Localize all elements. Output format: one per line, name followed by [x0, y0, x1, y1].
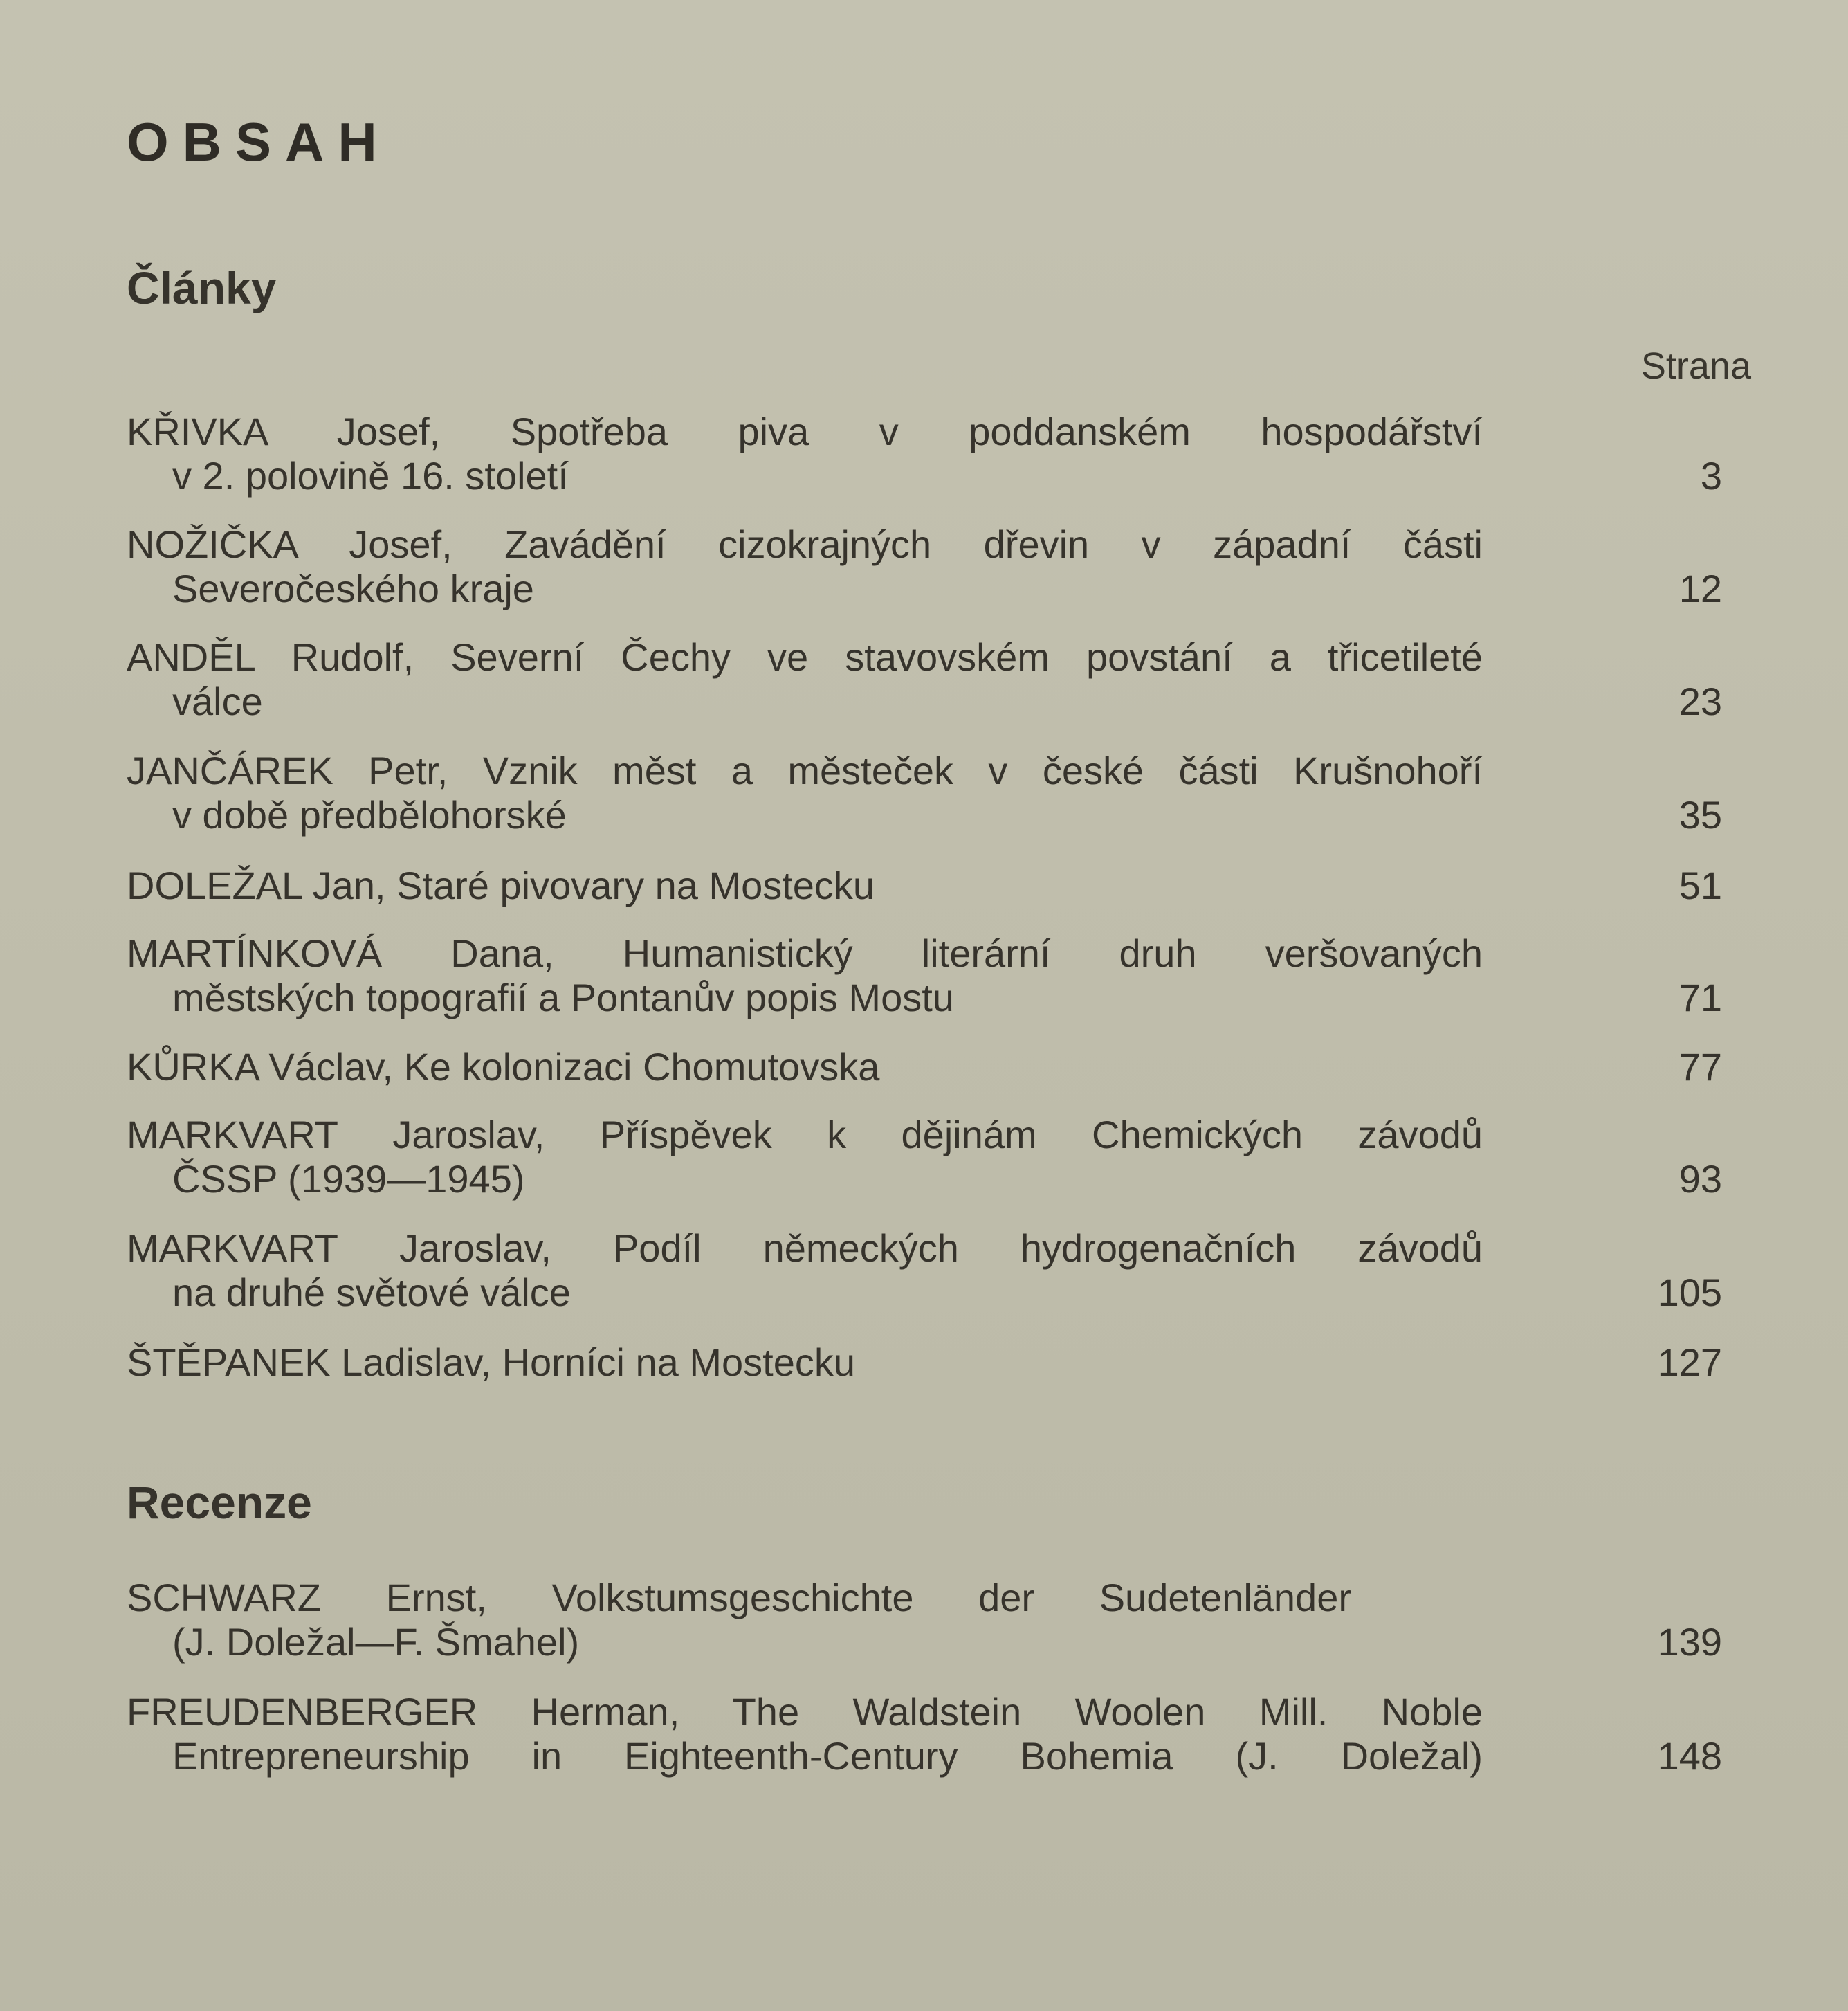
entry-title-line1: DOLEŽAL Jan, Staré pivovary na Mostecku — [127, 864, 875, 907]
entry-page-number: 23 — [1678, 680, 1722, 723]
toc-entry — [127, 864, 1766, 912]
entry-page-number: 93 — [1678, 1157, 1722, 1201]
entry-title-line1: JANČÁREK Petr, Vznik měst a městeček v české části Krušnohoří — [127, 749, 1483, 792]
entry-title-line1: MARKVART Jaroslav, Příspěvek k dějinám Chemických závodů — [127, 1113, 1483, 1156]
toc-entry — [127, 1340, 1766, 1389]
toc-entry — [127, 522, 1766, 619]
page-column-label: Strana — [1640, 345, 1751, 387]
entry-title-line1: KŮRKA Václav, Ke kolonizaci Chomutovska — [127, 1045, 880, 1089]
entry-title-line2: Entrepreneurship in Eighteenth-Century Bohemia (J. Doležal) — [172, 1734, 1483, 1778]
entry-title-line1: MARKVART Jaroslav, Podíl německých hydrogenačních závodů — [127, 1226, 1483, 1270]
toc-entry — [127, 931, 1766, 1028]
entry-title-line2: válce — [172, 680, 263, 723]
toc-entry — [127, 1690, 1766, 1787]
entry-title-line1: ANDĚL Rudolf, Severní Čechy ve stavovském povstání a třicetileté — [127, 635, 1483, 679]
toc-entry — [127, 635, 1766, 732]
entry-page-number: 35 — [1678, 793, 1722, 837]
toc-entry — [127, 410, 1766, 507]
toc-entry — [127, 1226, 1766, 1323]
entry-page-number: 105 — [1657, 1271, 1722, 1314]
entry-page-number: 148 — [1657, 1734, 1722, 1778]
toc-entry — [127, 1576, 1766, 1673]
reviews-section-title: Recenze — [127, 1477, 312, 1528]
articles-section-title: Články — [127, 262, 277, 313]
entry-title-line1: NOŽIČKA Josef, Zavádění cizokrajných dřevin v západní části — [127, 522, 1483, 566]
entry-page-number: 127 — [1657, 1340, 1722, 1384]
toc-entry — [127, 749, 1766, 846]
entry-title-line1: ŠTĚPANEK Ladislav, Horníci na Mostecku — [127, 1340, 856, 1384]
entry-title-line2: (J. Doležal—F. Šmahel) — [172, 1620, 580, 1664]
entry-title-line2: na druhé světové válce — [172, 1271, 571, 1314]
entry-title-line2: v době předbělohorské — [172, 793, 567, 837]
entry-title-line2: v 2. polovině 16. století — [172, 454, 569, 498]
toc-entry — [127, 1045, 1766, 1093]
entry-title-line1: FREUDENBERGER Herman, The Waldstein Woolen Mill. Noble — [127, 1690, 1483, 1734]
entry-title-line1: MARTÍNKOVÁ Dana, Humanistický literární druh veršovaných — [127, 931, 1483, 975]
entry-title-line2: ČSSP (1939—1945) — [172, 1157, 525, 1201]
entry-title-line1: SCHWARZ Ernst, Volkstumsgeschichte der Sudetenländer — [127, 1576, 1351, 1619]
toc-entry — [127, 1113, 1766, 1210]
entry-title-line2: Severočeského kraje — [172, 567, 534, 610]
contents-heading: OBSAH — [127, 111, 391, 172]
entry-page-number: 12 — [1678, 567, 1722, 610]
entry-page-number: 3 — [1700, 454, 1722, 498]
entry-title-line1: KŘIVKA Josef, Spotřeba piva v poddanském hospodářství — [127, 410, 1483, 453]
entry-title-line2: městských topografií a Pontanův popis Mostu — [172, 976, 954, 1019]
entry-page-number: 51 — [1678, 864, 1722, 907]
entry-page-number: 71 — [1678, 976, 1722, 1019]
entry-page-number: 77 — [1678, 1045, 1722, 1089]
entry-page-number: 139 — [1657, 1620, 1722, 1664]
